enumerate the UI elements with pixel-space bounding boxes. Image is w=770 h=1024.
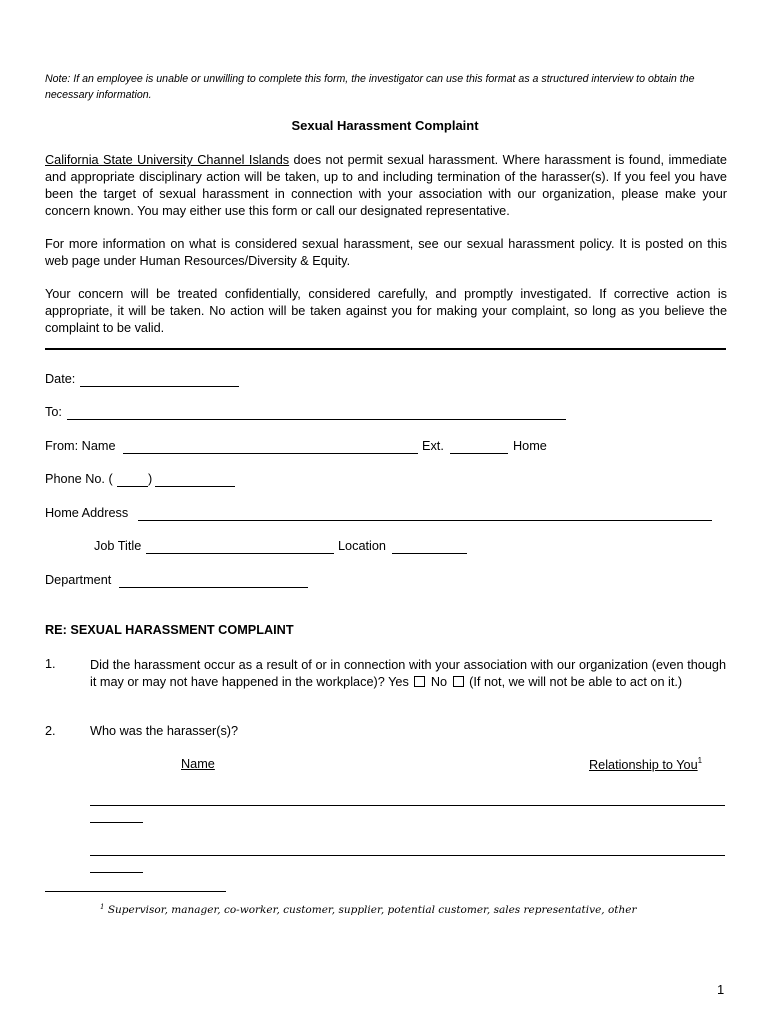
to-label: To:	[45, 405, 62, 419]
footnote	[100, 903, 637, 916]
home-address-field[interactable]	[138, 520, 712, 521]
name-column-header: Name	[181, 757, 215, 771]
home-address-label: Home Address	[45, 506, 129, 520]
footnote-reference: 1	[697, 756, 703, 765]
harasser-1-field[interactable]	[90, 805, 725, 806]
job-title-label: Job Title	[94, 539, 142, 553]
location-field[interactable]	[392, 553, 467, 554]
department-field[interactable]	[119, 587, 308, 588]
from-name-label: From: Name	[45, 439, 116, 453]
area-code-field[interactable]	[117, 486, 148, 487]
phone-field[interactable]	[155, 486, 235, 487]
question-2-number: 2.	[45, 724, 56, 738]
question-1-text-a: Did the harassment occur as a result of or in connection with your association with our organization (even though it may or may not have happened in the workplace)? Yes	[90, 658, 726, 689]
question-1-number: 1.	[45, 657, 56, 671]
phone-label: Phone No. (	[45, 472, 113, 486]
ext-label: Ext.	[422, 439, 444, 453]
harasser-2-relationship-field[interactable]	[90, 872, 143, 873]
organization-name: California State University Channel Islands	[45, 153, 290, 167]
date-label: Date:	[45, 372, 76, 386]
job-title-field[interactable]	[146, 553, 334, 554]
question-1-text-c: (If not, we will not be able to act on it.)	[469, 675, 683, 689]
page-title: Sexual Harassment Complaint	[291, 118, 479, 133]
footnote-text: Supervisor, manager, co-worker, customer, supplier, potential customer, sales representative, other	[107, 904, 637, 916]
home-label: Home	[513, 439, 547, 453]
intro-text: does not permit sexual harassment. Where harassment is found, immediate and appropriate disciplinary action will be taken, up to and including termination of the harasser(s). If you feel you have been the target of sexual harassment in connection with your association with our organization, please make your concern known. You may either use this form or call our designated representative.	[45, 153, 727, 218]
confidentiality-paragraph: Your concern will be treated confidentially, considered carefully, and promptly investigated. If corrective action is appropriate, it will be taken. No action will be taken against you for making your complaint, so long as you believe the complaint to be valid.	[45, 287, 727, 335]
harasser-1-relationship-field[interactable]	[90, 822, 143, 823]
to-field[interactable]	[67, 419, 566, 420]
no-checkbox[interactable]	[453, 676, 464, 687]
section-divider	[45, 348, 726, 350]
question-2-text: Who was the harasser(s)?	[90, 724, 239, 738]
relationship-column-header: Relationship to You$^1$	[589, 756, 703, 772]
yes-checkbox[interactable]	[414, 676, 425, 687]
question-1-text	[90, 657, 726, 691]
harasser-2-field[interactable]	[90, 855, 725, 856]
no-label: No	[430, 675, 448, 689]
phone-close-paren: )	[148, 472, 153, 486]
page-number: 1	[717, 982, 725, 997]
footnote-number: 1	[100, 903, 105, 911]
policy-paragraph: For more information on what is considered sexual harassment, see our sexual harassment policy. It is posted on this web page under Human Resources/Diversity & Equity.	[45, 237, 727, 268]
section-heading: RE: SEXUAL HARASSMENT COMPLAINT	[45, 623, 294, 637]
instruction-note: Note: If an employee is unable or unwilling to complete this form, the investigator can use this format as a structured interview to obtain the necessary information.	[45, 73, 695, 101]
ext-field[interactable]	[450, 453, 508, 454]
intro-paragraph	[45, 152, 727, 220]
from-name-field[interactable]	[123, 453, 418, 454]
department-label: Department	[45, 573, 112, 587]
footnote-divider	[45, 891, 226, 892]
location-label: Location	[338, 539, 386, 553]
date-field[interactable]	[80, 386, 239, 387]
